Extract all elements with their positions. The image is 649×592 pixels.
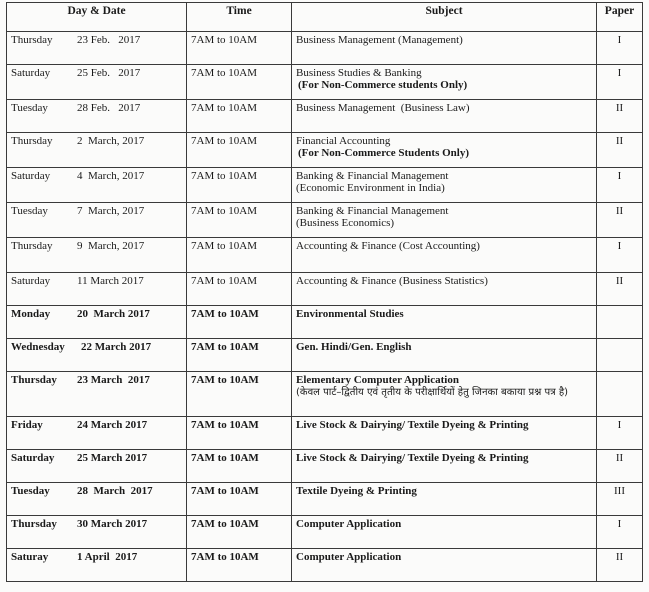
time-cell: 7AM to 10AM xyxy=(187,549,292,582)
subject-text: Accounting & Finance (Business Statistics) xyxy=(296,275,488,287)
subject-text: Business Management (Business Law) xyxy=(296,102,470,114)
subject-cell xyxy=(292,549,597,582)
table-row xyxy=(7,339,643,372)
date-text: 11 March 2017 xyxy=(77,275,144,287)
subject-text: Live Stock & Dairying/ Textile Dyeing & Printing xyxy=(296,452,529,464)
subject-text: Banking & Financial Management xyxy=(296,170,449,182)
table-row xyxy=(7,32,643,65)
paper-cell: I xyxy=(597,168,643,203)
subject-text: Live Stock & Dairying/ Textile Dyeing & Printing xyxy=(296,419,529,431)
paper-cell xyxy=(597,372,643,417)
time-cell: 7AM to 10AM xyxy=(187,372,292,417)
subject-cell xyxy=(292,238,597,273)
subject-text: Gen. Hindi/Gen. English xyxy=(296,341,412,353)
subject-cell xyxy=(292,65,597,100)
time-cell: 7AM to 10AM xyxy=(187,339,292,372)
day-date-cell xyxy=(7,372,187,417)
table-row xyxy=(7,417,643,450)
table-row xyxy=(7,238,643,273)
date-text: 22 March 2017 xyxy=(81,341,152,353)
date-text: 1 April 2017 xyxy=(77,551,138,563)
table-row xyxy=(7,483,643,516)
subject-note: (Economic Environment in India) xyxy=(296,182,445,194)
table-row xyxy=(7,306,643,339)
subject-cell xyxy=(292,450,597,483)
table-row xyxy=(7,450,643,483)
day-name: Saturday xyxy=(11,452,55,464)
table-row xyxy=(7,65,643,100)
table-row xyxy=(7,549,643,582)
header-row xyxy=(7,3,643,32)
day-date-cell xyxy=(7,238,187,273)
subject-text: Computer Application xyxy=(296,551,402,563)
day-date-cell xyxy=(7,133,187,168)
day-name: Saturay xyxy=(11,551,49,563)
paper-cell: I xyxy=(597,65,643,100)
paper-cell: III xyxy=(597,483,643,516)
day-date-cell xyxy=(7,203,187,238)
subject-note-hindi: (केवल पार्ट–द्वितीय एवं तृतीय के परीक्षार्थियों हेतु जिनका बकाया प्रश्न पत्र है) xyxy=(296,387,569,398)
header-time: Time xyxy=(187,3,292,32)
table-row xyxy=(7,273,643,306)
day-date-cell xyxy=(7,100,187,133)
day-date-cell xyxy=(7,549,187,582)
day-name: Wednesday xyxy=(11,341,65,353)
day-date-cell xyxy=(7,483,187,516)
table-row xyxy=(7,168,643,203)
paper-cell: II xyxy=(597,450,643,483)
day-date-cell xyxy=(7,65,187,100)
subject-text: Environmental Studies xyxy=(296,308,404,320)
subject-text: Financial Accounting xyxy=(296,135,391,147)
day-name: Thursday xyxy=(11,374,57,386)
schedule-body xyxy=(7,32,643,582)
date-text: 9 March, 2017 xyxy=(77,240,145,252)
day-name: Thursday xyxy=(11,135,53,147)
time-cell: 7AM to 10AM xyxy=(187,32,292,65)
time-cell: 7AM to 10AM xyxy=(187,100,292,133)
day-name: Friday xyxy=(11,419,43,431)
paper-cell: I xyxy=(597,32,643,65)
day-date-cell xyxy=(7,339,187,372)
day-name: Monday xyxy=(11,308,51,320)
day-date-cell xyxy=(7,168,187,203)
date-text: 28 March 2017 xyxy=(77,485,153,497)
paper-cell: I xyxy=(597,238,643,273)
subject-text: Business Studies & Banking xyxy=(296,67,422,79)
date-text: 25 Feb. 2017 xyxy=(77,67,141,79)
date-text: 24 March 2017 xyxy=(77,419,148,431)
time-cell: 7AM to 10AM xyxy=(187,168,292,203)
paper-cell: II xyxy=(597,100,643,133)
subject-cell xyxy=(292,516,597,549)
date-text: 23 March 2017 xyxy=(77,374,150,386)
subject-text: Computer Application xyxy=(296,518,402,530)
subject-cell xyxy=(292,306,597,339)
time-cell: 7AM to 10AM xyxy=(187,133,292,168)
time-cell: 7AM to 10AM xyxy=(187,306,292,339)
day-name: Saturday xyxy=(11,275,51,287)
subject-cell xyxy=(292,483,597,516)
day-name: Tuesday xyxy=(11,485,50,497)
paper-cell: I xyxy=(597,516,643,549)
date-text: 2 March, 2017 xyxy=(77,135,145,147)
paper-cell: II xyxy=(597,203,643,238)
time-cell: 7AM to 10AM xyxy=(187,417,292,450)
subject-cell xyxy=(292,339,597,372)
table-row xyxy=(7,372,643,417)
subject-cell xyxy=(292,273,597,306)
time-cell: 7AM to 10AM xyxy=(187,483,292,516)
date-text: 23 Feb. 2017 xyxy=(77,34,141,46)
time-cell: 7AM to 10AM xyxy=(187,450,292,483)
header-subject: Subject xyxy=(292,3,597,32)
time-cell: 7AM to 10AM xyxy=(187,238,292,273)
paper-cell: II xyxy=(597,549,643,582)
header-day-date: Day & Date xyxy=(7,3,187,32)
date-text: 20 March 2017 xyxy=(77,308,150,320)
subject-cell xyxy=(292,417,597,450)
table-row xyxy=(7,100,643,133)
subject-note: (Business Economics) xyxy=(296,217,395,229)
paper-cell: I xyxy=(597,417,643,450)
subject-text: Elementary Computer Application xyxy=(296,374,459,386)
day-date-cell xyxy=(7,417,187,450)
time-cell: 7AM to 10AM xyxy=(187,203,292,238)
table-row xyxy=(7,133,643,168)
table-row xyxy=(7,203,643,238)
time-cell: 7AM to 10AM xyxy=(187,273,292,306)
date-text: 28 Feb. 2017 xyxy=(77,102,141,114)
time-cell: 7AM to 10AM xyxy=(187,65,292,100)
header-paper: Paper xyxy=(597,3,643,32)
day-name: Tuesday xyxy=(11,205,48,217)
day-date-cell xyxy=(7,273,187,306)
subject-text: Business Management (Management) xyxy=(296,34,463,46)
date-text: 25 March 2017 xyxy=(77,452,148,464)
paper-cell: II xyxy=(597,273,643,306)
paper-cell xyxy=(597,339,643,372)
day-date-cell xyxy=(7,32,187,65)
day-name: Tuesday xyxy=(11,102,48,114)
day-name: Thursday xyxy=(11,34,53,46)
day-name: Thursday xyxy=(11,518,57,530)
subject-cell xyxy=(292,203,597,238)
date-text: 30 March 2017 xyxy=(77,518,148,530)
subject-cell xyxy=(292,100,597,133)
day-date-cell xyxy=(7,516,187,549)
subject-note: (For Non-Commerce students Only) xyxy=(298,79,468,91)
time-cell: 7AM to 10AM xyxy=(187,516,292,549)
day-date-cell xyxy=(7,306,187,339)
day-name: Thursday xyxy=(11,240,53,252)
date-text: 7 March, 2017 xyxy=(77,205,145,217)
day-name: Saturday xyxy=(11,67,51,79)
table-row xyxy=(7,516,643,549)
paper-cell: II xyxy=(597,133,643,168)
date-text: 4 March, 2017 xyxy=(77,170,145,182)
subject-text: Textile Dyeing & Printing xyxy=(296,485,417,497)
subject-cell xyxy=(292,133,597,168)
subject-cell xyxy=(292,32,597,65)
subject-text: Accounting & Finance (Cost Accounting) xyxy=(296,240,480,252)
subject-note: (For Non-Commerce Students Only) xyxy=(298,147,469,159)
subject-cell xyxy=(292,372,597,417)
subject-text: Banking & Financial Management xyxy=(296,205,449,217)
subject-cell xyxy=(292,168,597,203)
day-name: Saturday xyxy=(11,170,51,182)
paper-cell xyxy=(597,306,643,339)
exam-schedule-table xyxy=(6,2,643,582)
day-date-cell xyxy=(7,450,187,483)
